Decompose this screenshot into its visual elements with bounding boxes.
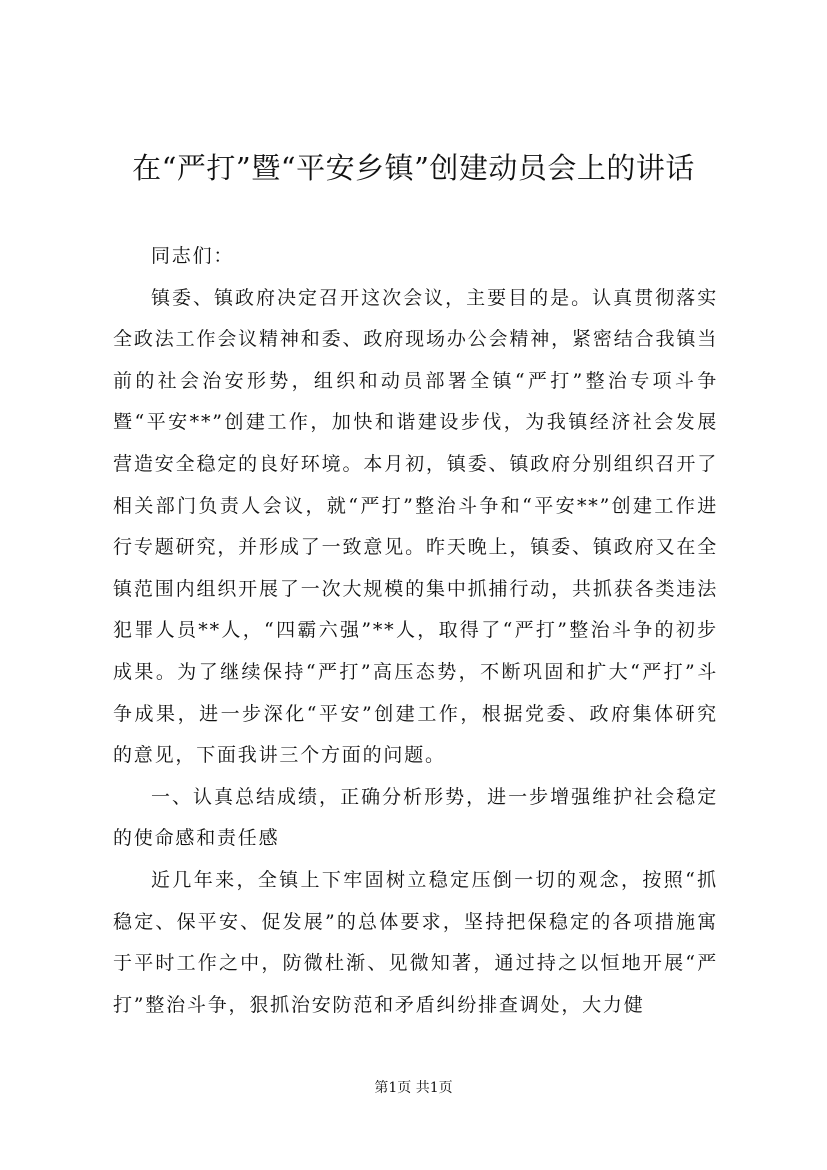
- intro-paragraph: 镇委、镇政府决定召开这次会议，主要目的是。认真贯彻落实全政法工作会议精神和委、政府现场办公会精神，紧密结合我镇当前的社会治安形势，组织和动员部署全镇“严打”整治专项斗争暨“平安**”创建工作，加快和谐建设步伐，为我镇经济社会发展营造安全稳定的良好环境。本月初，镇委、镇政府分别组织召开了相关部门负责人会议，就“严打”整治斗争和“平安**”创建工作进行专题研究，并形成了一致意见。昨天晚上，镇委、镇政府又在全镇范围内组织开展了一次大规模的集中抓捕行动，共抓获各类违法犯罪人员**人，“四霸六强”**人，取得了“严打”整治斗争的初步成果。为了继续保持“严打”高压态势，不断巩固和扩大“严打”斗争成果，进一步深化“平安”创建工作，根据党委、政府集体研究的意见，下面我讲三个方面的问题。: [113, 286, 718, 767]
- body-paragraph: 近几年来，全镇上下牢固树立稳定压倒一切的观念，按照“抓稳定、保平安、促发展”的总体要求，坚持把保稳定的各项措施寓于平时工作之中，防微杜渐、见微知著，通过持之以恒地开展“严打”整治斗争，狠抓治安防范和矛盾纠纷排查调处，大力健: [113, 868, 718, 1016]
- salutation-paragraph: 同志们：: [151, 245, 235, 267]
- document-title: 在“严打”暨“平安乡镇”创建动员会上的讲话: [132, 151, 695, 185]
- document-body: [113, 236, 718, 1026]
- section-heading: 一、认真总结成绩，正确分析形势，进一步增强维护社会稳定的使命感和责任感: [113, 785, 718, 850]
- page-number-footer: 第1页 共1页: [374, 1080, 453, 1096]
